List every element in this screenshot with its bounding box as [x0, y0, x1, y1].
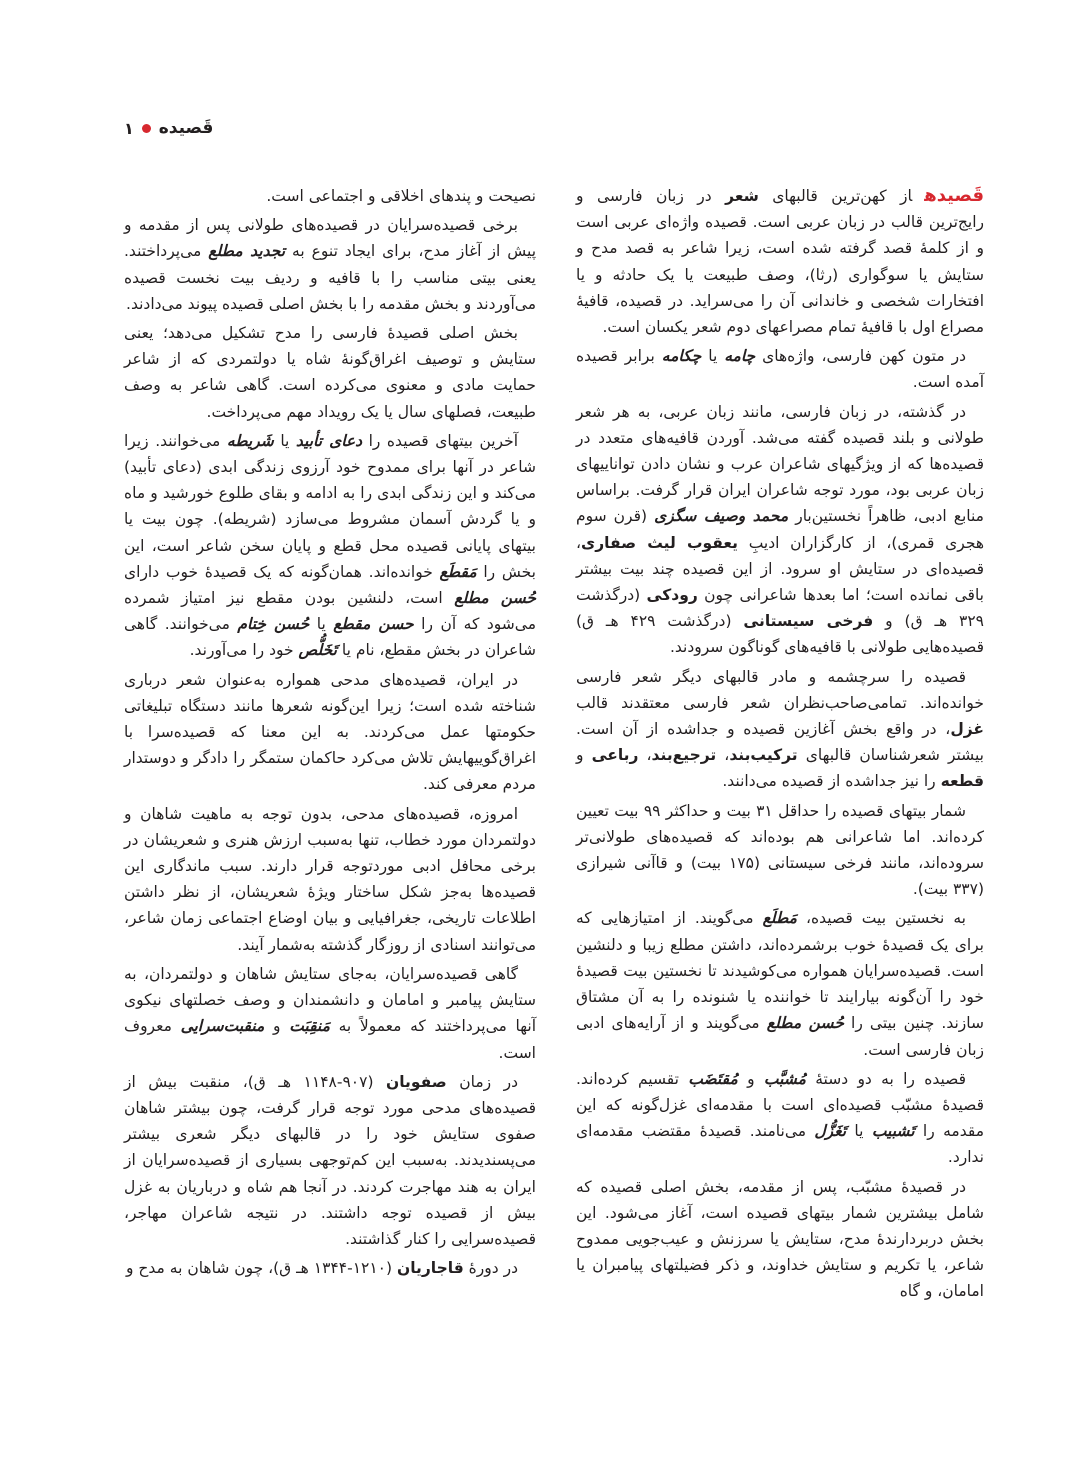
- key-term: مَنقِبَت: [289, 1017, 330, 1036]
- key-term: تَشبیب: [871, 1122, 915, 1141]
- key-term: رودکی: [646, 586, 698, 605]
- key-term: غزل: [950, 720, 984, 739]
- text-span: خود را می‌آورند.: [189, 641, 299, 660]
- text-span: برخی قصیده‌سرایان در قصیده‌های طولانی پس از مقدمه و پیش از آغاز مدح، برای ایجاد تنوع به: [124, 216, 537, 261]
- right-column: [576, 183, 984, 1308]
- text-span: ،: [638, 746, 652, 765]
- text-span: و: [576, 746, 592, 765]
- key-term: منقبت‌سرایی: [180, 1017, 265, 1036]
- text-span: (قرن سوم هجری قمری)، از کارگزاران ادیبِ: [576, 507, 985, 552]
- key-term: چامه: [724, 347, 756, 366]
- paragraph: بخش اصلی قصیدهٔ فارسی را مدح تشکیل می‌دهد؛ یعنی ستایش و توصیف اغراق‌گونهٔ شاه یا دولتمردی که از شاعر حمایت مادی و معنوی می‌کرده است. گاهی شاعر به وصف طبیعت، فصلهای سال یا یک رویداد مهم می‌پرداخت.: [124, 324, 536, 421]
- text-span: یا: [309, 615, 334, 634]
- text-span: ، قصیده‌ای در ستایش او سرود. از این قصیده چند بیت بیشتر باقی نمانده است؛ اما بعدها شاعرانی چون: [576, 533, 984, 605]
- text-span: گاهی قصیده‌سرایان، به‌جای ستایش شاهان و دولتمردان، به ستایش پیامبر و امامان و دانشمندان و وصف خصلتهای نیکوی آنها می‌پرداختند که معمولاً به: [124, 964, 536, 1036]
- text-span: را نیز جداشده از قصیده می‌دانند.: [722, 772, 941, 791]
- text-span: از کهن‌ترین قالبهای: [758, 187, 913, 205]
- key-term: شعر: [725, 187, 759, 205]
- red-bullet-icon: [142, 124, 151, 133]
- running-head: [124, 118, 213, 138]
- text-span: در دورهٔ: [463, 1259, 518, 1278]
- text-span: برابر قصیده آمده است.: [576, 347, 984, 392]
- text-span: یا: [273, 431, 296, 450]
- text-span: و: [737, 1069, 764, 1088]
- paragraph: در ایران، قصیده‌های مدحی همواره به‌عنوان شعر درباری شناخته شده است؛ زیرا این‌گونه شعرها مانند دستگاه تبلیغاتی حکومتها عمل می‌کردند. به این معنا که قصیده‌سرا با اغراق‌گوییهایش تلاش می‌کرد حاکمان ستمگر را دادگر و دوستدار مردم معرفی کند.: [124, 670, 536, 794]
- text-span: می‌گویند. از امتیازهایی که برای یک قصیدهٔ خوب برشمرده‌اند، داشتن مطلع زیبا و دلنشین است. قصیده‌سرایان همواره می‌کوشیدند تا نخستین بیت قصیدهٔ خود را آن‌گونه بیارایند تا خواننده یا شنونده را به آن مشتاق سازند. چنین بیتی را: [576, 909, 984, 1033]
- page-number: ۱: [124, 118, 134, 138]
- text-span: آخرین بیتهای قصیده را: [362, 431, 519, 450]
- key-term: مُقتَضَب: [688, 1069, 738, 1088]
- paragraph: [124, 961, 536, 1066]
- key-term: ترکیب‌بند: [729, 746, 798, 765]
- paragraph: در قصیدهٔ مشبّب، پس از مقدمه، بخش اصلی قصیده که شامل بیشترین شمار بیتهای قصیده است، آغاز می‌شود. این بخش دربردارندهٔ مدح، ستایش یا سرزنش و عیب‌جویی ممدوح شاعر، یا تکریم و ستایش خداوند، و ذکر فضیلتهای پیامبران یا امامان، و گاه: [576, 1177, 984, 1301]
- key-term: قطعه: [940, 772, 984, 791]
- text-span: تقسیم کرده‌اند. قصیدهٔ مشبّب قصیده‌ای است با مقدمه‌ای غزل‌گونه که این مقدمه را: [576, 1069, 984, 1141]
- text-span: می‌گویند و از آرایه‌های ادبی زبان فارسی است.: [576, 1014, 984, 1059]
- text-span: (درگذشت ۴۲۹ هـ ق) قصیده‌هایی طولانی با قافیه‌های گوناگون سرودند.: [576, 612, 984, 657]
- section-heading: قَصیده: [924, 185, 984, 206]
- text-span: معروف است.: [124, 1017, 536, 1062]
- text-span: می‌خوانند. گاهی شاعران در بخش مقطع، نام یا: [124, 615, 536, 660]
- key-term: شَریطه: [226, 431, 274, 450]
- key-term: چکامه: [661, 347, 702, 366]
- paragraph: [124, 1069, 536, 1252]
- text-span: در متون کهن فارسی، واژه‌های: [755, 347, 966, 366]
- paragraph: [576, 183, 984, 340]
- paragraph: شمار بیتهای قصیده را حداقل ۳۱ بیت و حداکثر ۹۹ بیت تعیین کرده‌اند. اما شاعرانی هم بوده‌اند که قصیده‌های طولانی‌تر سروده‌اند، مانند فرخی سیستانی (۱۷۵ بیت) و قاآنی شیرازی (۳۳۷ بیت).: [576, 801, 984, 899]
- text-span: قصیده را به دو دستهٔ: [805, 1069, 967, 1088]
- text-span: یا: [846, 1122, 872, 1141]
- text-span: و: [264, 1017, 290, 1036]
- key-term: تَغَزُّل: [814, 1122, 847, 1141]
- text-span: به نخستین بیت قصیده،: [796, 909, 966, 928]
- text-span: می‌نامند. قصیدهٔ مقتضب مقدمه‌ای ندارد.: [576, 1122, 984, 1167]
- paragraph: امروزه، قصیده‌های مدحی، بدون توجه به ماهیت شاهان و دولتمردان مورد خطاب، تنها به‌سبب ارزش هنری و شعریشان در برخی محافل ادبی موردتوجه قرار دارند. سبب ماندگاری این قصیده‌ها به‌جز شکل ساختار ویژهٔ شعریشان، از نظر داشتن اطلاعات تاریخی، جغرافیایی و بیان اوضاع اجتماعی زمان شاعر، می‌توانند اسنادی از روزگار گذشته به‌شمار آیند.: [124, 804, 536, 954]
- key-term: حُسن خِتام: [237, 615, 310, 634]
- paragraph: [124, 212, 536, 317]
- paragraph: [576, 905, 984, 1062]
- key-term: قاجاریان: [396, 1259, 464, 1278]
- key-term: تَخَلُّص: [298, 641, 337, 660]
- key-term: حسن مقطع: [333, 615, 414, 634]
- key-term: مُشبَّب: [763, 1069, 806, 1088]
- text-span: قصیده را سرچشمه و مادر قالبهای دیگر شعر فارسی خوانده‌اند. تمامی‌صاحب‌نظران شعر فارسی معتقدند قالب: [576, 667, 984, 712]
- text-span: در گذشته، در زبان فارسی، مانند زبان عربی، به هر شعر طولانی و بلند قصیده گفته می‌شد. آوردن قافیه‌های متعدد در قصیده‌ها که از ویژگیهای شاعران عرب و نشان دادن تواناییهای زبان عربی بود، مورد توجه شاعران ایران قرار گرفت. براساس منابع ادبی، ظاهراً نخستین‌بار: [576, 402, 984, 526]
- key-term: حُسن مطلع: [766, 1014, 844, 1033]
- paragraph: [124, 428, 536, 664]
- text-span: (۹۰۷-۱۱۴۸ هـ ق)، منقبت بیش از قصیده‌های مدحی مورد توجه قرار گرفت، چون بیشتر شاهان صفوی ستایش خود را در قالبهای دیگر شعری بیشتر می‌پسندیدند. به‌سبب این کم‌توجهی بسیاری از قصیده‌سرایان از ایران به هند مهاجرت کردند. در آنجا هم شاه و درباریان به غزل بیش از قصیده توجه داشتند. در نتیجه شاعران مهاجر، قصیده‌سرایی را کنار گذاشتند.: [124, 1072, 536, 1248]
- key-term: تجدید مطلع: [208, 242, 286, 261]
- text-span: ،: [716, 746, 730, 765]
- left-column: [124, 183, 536, 1284]
- text-span: می‌پرداختند. یعنی بیتی مناسب را با قافیه و ردیف بیت نخست قصیده می‌آوردند و بخش مقدمه را با بخش اصلی قصیده پیوند می‌دادند.: [124, 242, 536, 313]
- key-term: فرخی سیستانی: [743, 612, 874, 631]
- text-span: ، در واقع بخش آغازین قصیده و جداشده از آن است. بیشتر شعرشناسان قالبهای: [576, 720, 984, 765]
- key-term: ترجیع‌بند: [651, 746, 717, 765]
- paragraph: [576, 664, 984, 795]
- chapter-title: قَصیده: [158, 118, 214, 138]
- text-span: (۱۲۱۰-۱۳۴۴ هـ ق)، چون شاهان به مدح و: [125, 1259, 397, 1278]
- paragraph: [124, 1255, 536, 1281]
- key-term: مَقطَع: [439, 562, 477, 581]
- text-span: خوانده‌اند. همان‌گونه که یک قصیدهٔ خوب دارای: [124, 562, 440, 581]
- paragraph: [576, 1066, 984, 1171]
- text-span: (درگذشت ۳۲۹ هـ ق) و: [576, 586, 985, 631]
- paragraph: [576, 399, 984, 661]
- key-term: محمد وصیف سگزی: [654, 507, 789, 526]
- key-term: یعقوب لیث صفاری: [581, 533, 739, 552]
- key-term: رباعی: [591, 746, 639, 765]
- text-span: است، دلنشین بودن مقطع نیز امتیاز شمرده می‌شود که آن را: [124, 589, 536, 634]
- text-span: در زمان: [446, 1072, 518, 1091]
- text-span: یا: [701, 347, 725, 366]
- paragraph: نصیحت و پندهای اخلاقی و اجتماعی است.: [266, 187, 536, 205]
- paragraph: [576, 343, 984, 395]
- key-term: مَطلَع: [762, 909, 797, 928]
- key-term: دعای تأبید: [295, 431, 363, 450]
- text-span: در زبان فارسی و رایج‌ترین قالب در زبان عربی است. قصیده واژه‌ای عربی است و از کلمهٔ قصد گرفته شده است، زیرا شاعر به قصد مدح و ستایش یا سوگواری (رثا)، وصف طبیعت یا یک حادثه و یا افتخارات شخصی و خاندانی آن را می‌سراید. در قصیده، قافیهٔ مصراع اول با قافیهٔ تمام مصراعهای دوم شعر یکسان است.: [576, 187, 984, 337]
- key-term: حُسن مطلع: [454, 589, 536, 608]
- text-span: می‌خوانند. زیرا شاعر در آنها برای ممدوح خود آرزوی زندگی ابدی (دعای تأبید) می‌کند و این زندگی ابدی را به ادامه و بقای طلوع خورشید و ماه و یا گردش آسمان مشروط می‌سازد (شریطه). چون بیت یا بیتهای پایانی قصیده محل قطع و پایان سخن شاعر است، این بخش را: [124, 431, 536, 581]
- key-term: صفویان: [385, 1072, 447, 1091]
